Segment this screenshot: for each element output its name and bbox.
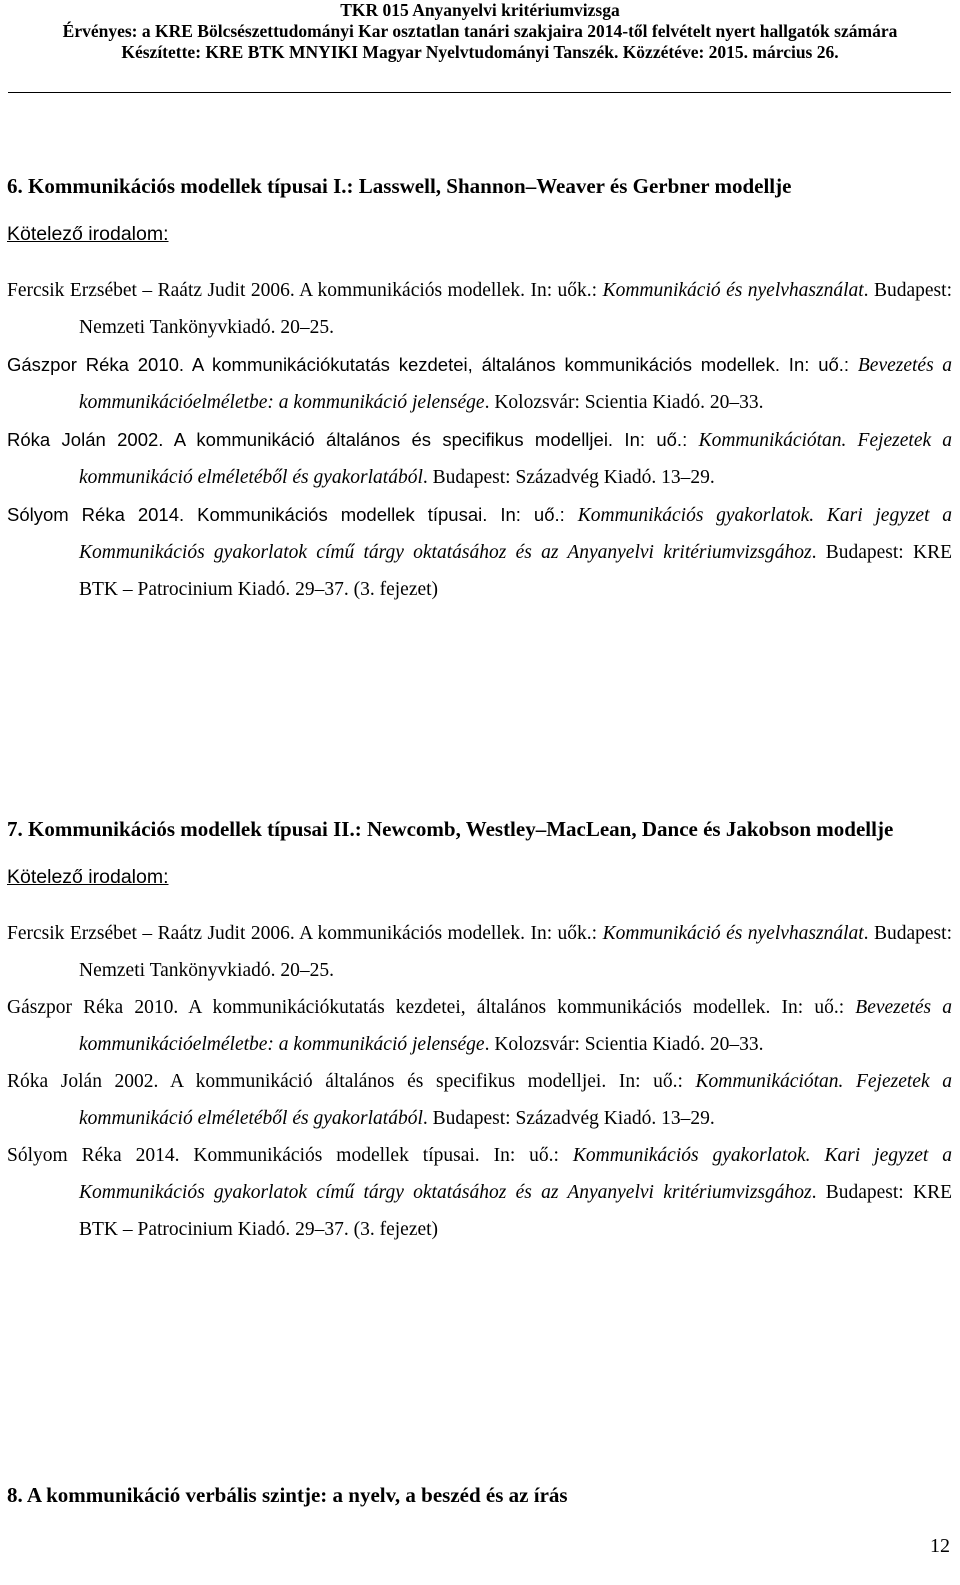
reference-item: Gászpor Réka 2010. A kommunikációkutatás kezdetei, általános kommunikációs modellek. In: uő.: Bevezetés a kommunikációelméletbe: a kommunikáció jelensége. Kolozsvár: Scientia Kiadó. 20–33.: [7, 997, 952, 1055]
required-reading-label: Kötelező irodalom:: [7, 866, 169, 888]
header-author: Készítette: KRE BTK MNYIKI Magyar Nyelvtudományi Tanszék. Közzétéve: 2015. március 26.: [121, 42, 839, 62]
section-title: 6. Kommunikációs modellek típusai I.: Lasswell, Shannon–Weaver és Gerbner modellje: [7, 174, 792, 198]
header-title: TKR 015 Anyanyelvi kritériumvizsga: [340, 0, 620, 20]
reference-item: Sólyom Réka 2014. Kommunikációs modellek típusai. In: uő.: Kommunikációs gyakorlatok. Kari jegyzet a Kommunikációs gyakorlatok című tárgy oktatásához és az Anyanyelvi kritériumvizsgához. Budapest: KRE BTK – Patrocinium Kiadó. 29–37. (3. fejezet): [7, 1145, 952, 1240]
required-reading-label: Kötelező irodalom:: [7, 223, 169, 245]
reference-item: Fercsik Erzsébet – Raátz Judit 2006. A kommunikációs modellek. In: uők.: Kommunikáció és nyelvhasználat. Budapest: Nemzeti Tankönyvkiadó. 20–25.: [7, 280, 952, 338]
header-divider: [8, 92, 951, 93]
reference-item: Gászpor Réka 2010. A kommunikációkutatás kezdetei, általános kommunikációs modellek. In: uő.: Bevezetés a kommunikációelméletbe: a kommunikáció jelensége. Kolozsvár: Scientia Kiadó. 20–33.: [7, 354, 952, 413]
section-8: [7, 1474, 952, 1517]
reference-item: Fercsik Erzsébet – Raátz Judit 2006. A kommunikációs modellek. In: uők.: Kommunikáció és nyelvhasználat. Budapest: Nemzeti Tankönyvkiadó. 20–25.: [7, 923, 952, 981]
reference-item: Sólyom Réka 2014. Kommunikációs modellek típusai. In: uő.: Kommunikációs gyakorlatok. Kari jegyzet a Kommunikációs gyakorlatok című tárgy oktatásához és az Anyanyelvi kritériumvizsgához. Budapest: KRE BTK – Patrocinium Kiadó. 29–37. (3. fejezet): [7, 504, 952, 600]
page-header: [0, 0, 960, 63]
header-validity: Érvényes: a KRE Bölcsészettudományi Kar osztatlan tanári szakjaira 2014-től felvételt nyert hallgatók számára: [62, 21, 898, 41]
section-6: [7, 165, 952, 608]
reference-item: Róka Jolán 2002. A kommunikáció általános és specifikus modelljei. In: uő.: Kommunikációtan. Fejezetek a kommunikáció elméletéből és gyakorlatából. Budapest: Századvég Kiadó. 13–29.: [7, 429, 952, 488]
reference-item: Róka Jolán 2002. A kommunikáció általános és specifikus modelljei. In: uő.: Kommunikációtan. Fejezetek a kommunikáció elméletéből és gyakorlatából. Budapest: Századvég Kiadó. 13–29.: [7, 1071, 952, 1129]
section-title: 8. A kommunikáció verbális szintje: a nyelv, a beszéd és az írás: [7, 1483, 568, 1507]
section-7: [7, 808, 952, 1248]
section-title: 7. Kommunikációs modellek típusai II.: Newcomb, Westley–MacLean, Dance és Jakobson modellje: [7, 817, 894, 841]
page-number: 12: [930, 1535, 950, 1557]
